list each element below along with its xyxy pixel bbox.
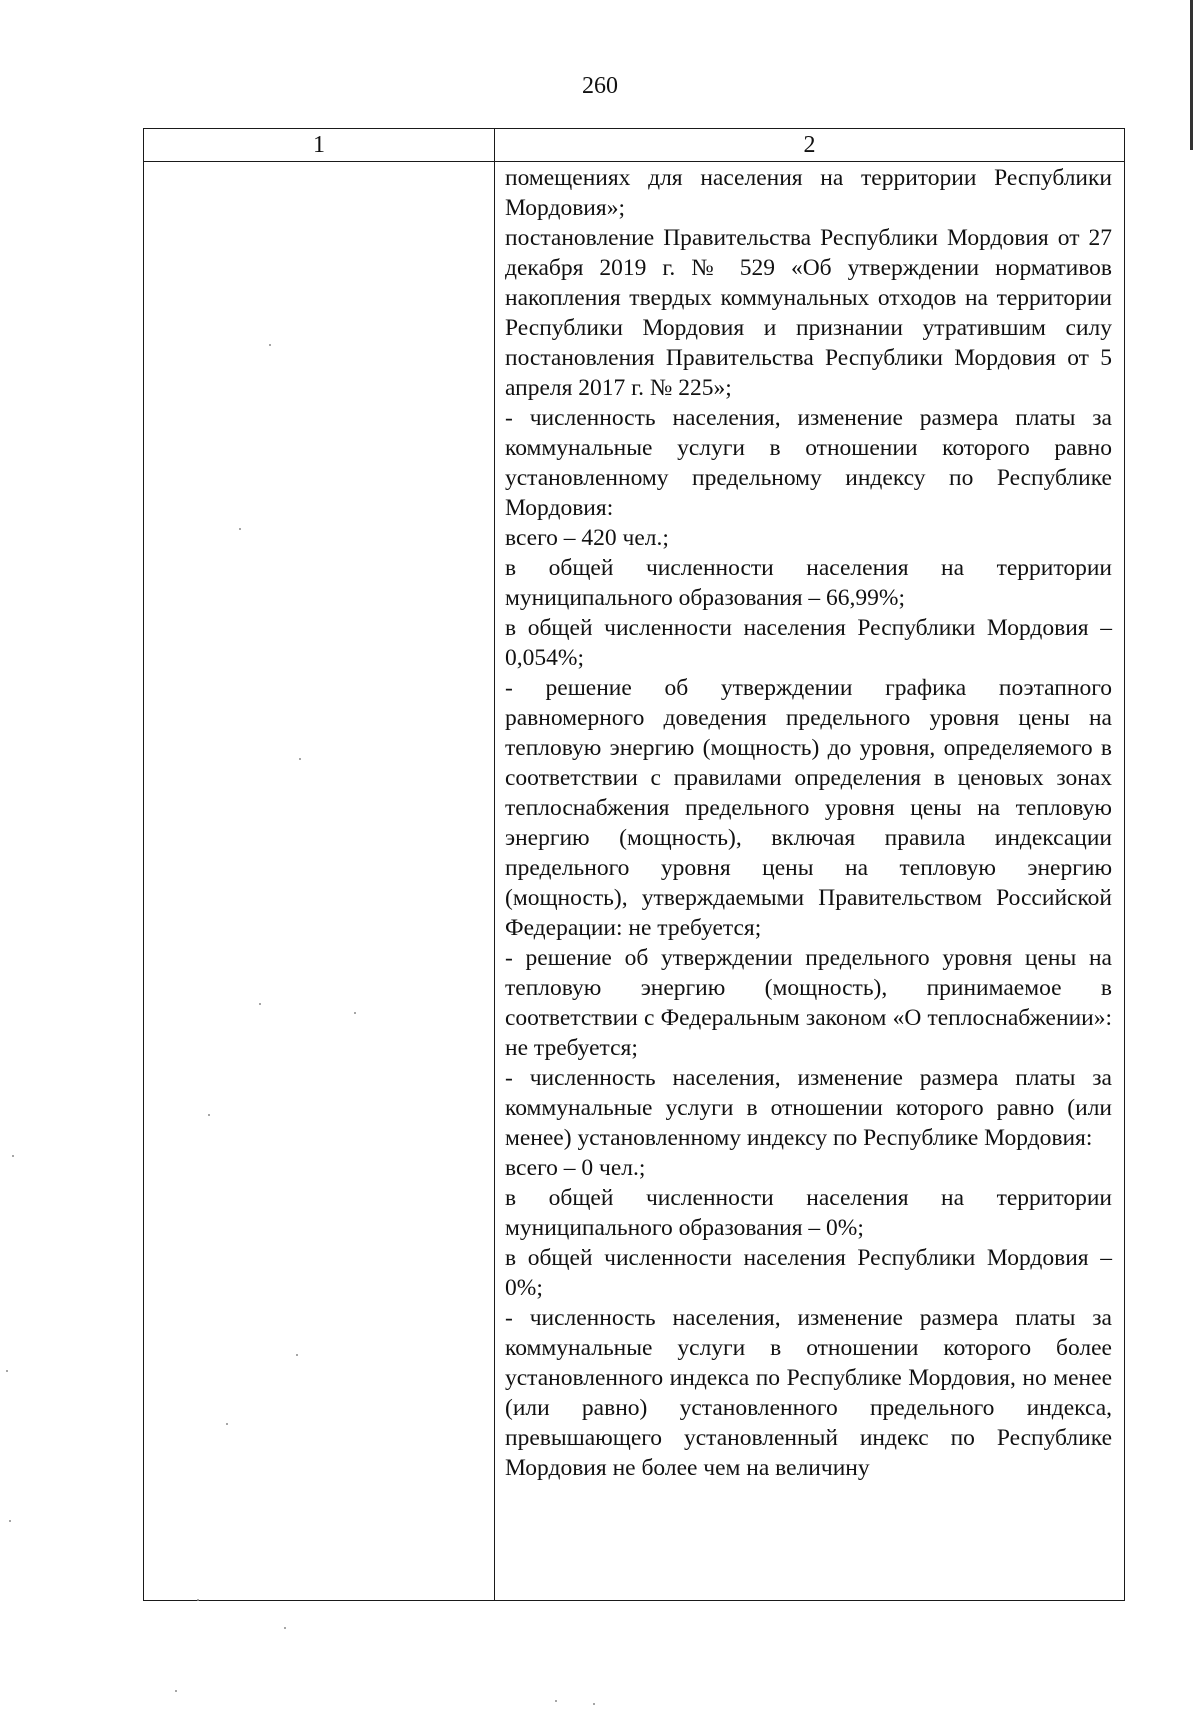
scan-speck — [593, 1703, 595, 1705]
paragraph: в общей численности населения на территории муниципального образования – 0%; — [505, 1185, 1112, 1241]
scan-speck — [284, 1627, 286, 1629]
document-table — [143, 128, 1125, 1601]
column-2-header: 2 — [803, 132, 816, 158]
scan-speck — [239, 528, 241, 530]
paragraph: помещениях для населения на территории Республики Мордовия»; — [505, 165, 1112, 221]
scan-speck — [175, 1690, 177, 1692]
paragraph: в общей численности населения на территории муниципального образования – 66,99%; — [505, 555, 1112, 611]
scan-speck — [354, 1012, 356, 1014]
scan-speck — [259, 1003, 261, 1005]
paragraph: - решение об утверждении графика поэтапного равномерного доведения предельного уровня цены на тепловую энергию (мощность) до уровня, определяемого в соответствии с правилами определения в ценовых зонах теплоснабжения предельного уровня цены на тепловую энергию (мощность), включая правила индексации предельного уровня цены на тепловую энергию (мощность), утверждаемыми Правительством Российской Федерации: не требуется; — [505, 675, 1112, 941]
table-header-row — [144, 129, 1124, 162]
scan-speck — [226, 1423, 228, 1425]
paragraph: в общей численности населения Республики Мордовия – 0,054%; — [505, 615, 1112, 671]
scan-speck — [9, 1520, 11, 1522]
column-2-cell — [505, 163, 1112, 1483]
paragraph: всего – 0 чел.; — [505, 1155, 646, 1181]
column-divider — [494, 129, 495, 1600]
paragraph: - численность населения, изменение размера платы за коммунальные услуги в отношении которого равно установленному предельному индексу по Республике Мордовия: — [505, 405, 1112, 521]
paragraph: в общей численности населения Республики Мордовия – 0%; — [505, 1245, 1112, 1301]
scan-speck — [299, 758, 301, 760]
scan-speck — [296, 1354, 298, 1356]
paragraph: всего – 420 чел.; — [505, 525, 669, 551]
scan-edge-mark — [1190, 0, 1193, 150]
scan-speck — [269, 344, 271, 346]
paragraph: - численность населения, изменение размера платы за коммунальные услуги в отношении которого более установленного индекса по Республике Мордовия, но менее (или равно) установленного предельного индекса, превышающего установленный индекс по Республике Мордовия не более чем на величину — [505, 1305, 1112, 1481]
paragraph: - численность населения, изменение размера платы за коммунальные услуги в отношении которого равно (или менее) установленному индексу по Республике Мордовия: — [505, 1065, 1112, 1151]
paragraph: - решение об утверждении предельного уровня цены на тепловую энергию (мощность), принимаемое в соответствии с Федеральным законом «О теплоснабжении»: не требуется; — [505, 945, 1112, 1061]
scan-speck — [197, 1599, 199, 1601]
scan-speck — [6, 1370, 8, 1372]
scan-speck — [12, 1155, 14, 1157]
column-1-header: 1 — [313, 132, 325, 158]
paragraph: постановление Правительства Республики Мордовия от 27 декабря 2019 г. № 529 «Об утверждении нормативов накопления твердых коммунальных отходов на территории Республики Мордовия и признании утратившим силу постановления Правительства Республики Мордовия от 5 апреля 2017 г. № 225»; — [505, 225, 1112, 401]
page-number: 260 — [582, 73, 618, 99]
scan-speck — [555, 1700, 557, 1702]
scan-speck — [208, 1114, 210, 1116]
